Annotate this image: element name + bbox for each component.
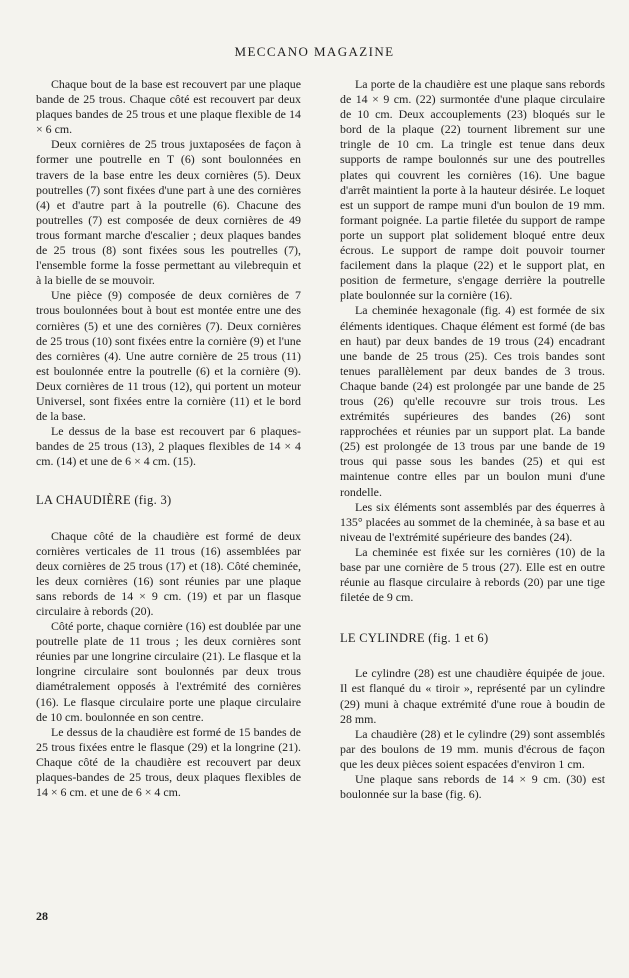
paragraph: Le dessus de la chaudière est formé de 15 bandes de 25 trous fixées entre le flasque (29) et la longrine (21). Chaque côté de la chaudière est recouvert par deux plaques-bandes de 25 trous, deux plaques flexibles de 14 × 6 cm. et une de 6 × 4 cm.: [36, 724, 301, 800]
paragraph: Deux cornières de 25 trous juxtaposées de façon à former une poutrelle en T (6) sont boulonnées en travers de la base entre les deux cornières (5). Deux poutrelles (7) sont fixées d'une part à une des cornières (4) et d'autre part à la poutrelle (6). Chacune des poutrelles (7) est composée de deux cornières de 49 trous formant marche d'escalier ; deux plaques bandes de 25 trous (8) sont fixées sous les poutrelles (7), l'ensemble forme la fosse permettant au vilebrequin et à la bielle de se mouvoir.: [36, 137, 301, 288]
paragraph: Côté porte, chaque cornière (16) est doublée par une poutrelle plate de 11 trous ; les deux cornières sont réunies par une longrine circulaire (21). Le flasque et la longrine circulaire sont boulonnés par deux trous diamétralement opposés à l'extrémité des cornières (16). Le flasque circulaire porte une plaque circulaire de 10 cm. boulonnée en son centre.: [36, 619, 301, 724]
paragraph: Le cylindre (28) est une chaudière équipée de joue. Il est flanqué du « tiroir », représenté par un cylindre (29) muni à chaque extrémité d'une roue à boudin de 28 mm.: [340, 666, 605, 726]
paragraph: Une pièce (9) composée de deux cornières de 7 trous boulonnées bout à bout est montée entre une des cornières (5) et une des cornières (7). Deux cornières de 25 trous (10) sont fixées entre la cornière (9) et l'une des cornières (4). Une autre cornière de 25 trous (11) est boulonnée entre la poutrelle (6) et la cornière (9). Deux cornières de 11 trous (12), qui portent un moteur Universel, sont fixées entre la cornière (11) et le bord de la base.: [36, 288, 301, 424]
section-heading-cylindre: LE CYLINDRE (fig. 1 et 6): [340, 631, 489, 646]
paragraph: La porte de la chaudière est une plaque sans rebords de 14 × 9 cm. (22) surmontée d'une plaque circulaire de 10 cm. Deux accouplements (23) bloqués sur le bord de la plaque (22) tournent librement sur une tringle de 10 cm. La tringle est tenue dans deux supports de rampe boulonnés sur une des poutrelles plates qui couvrent les cornières (16). Une bague d'arrêt maintient la porte à la hauteur désirée. Le loquet est un support de rampe muni d'un boulon de 19 mm. formant poignée. La partie filetée du support de rampe porte un support plat solidement bloqué entre deux écrous. Le support de rampe doit pouvoir tourner facilement dans la plaque (22) et le support plat, en position de fermeture, s'engage derrière la poutrelle plate boulonnée sur la cornière (16).: [340, 77, 605, 303]
paragraph: Chaque bout de la base est recouvert par une plaque bande de 25 trous. Chaque côté est recouvert par deux plaques bandes de 25 trous et une plaque flexible de 14 × 6 cm.: [36, 77, 301, 137]
paragraph: Les six éléments sont assemblés par des équerres à 135° placées au sommet de la cheminée, à sa base et au niveau de l'extrémité supérieure des bandes (24).: [340, 499, 605, 544]
right-column: [340, 77, 605, 802]
paragraph: Chaque côté de la chaudière est formé de deux cornières verticales de 11 trous (16) assemblées par deux cornières de 25 trous (17) et (18). Côté cheminée, les deux cornières (16) sont réunies par une plaque sans rebords de 14 × 9 cm. (19) et par un flasque circulaire à rebords (20).: [36, 528, 301, 618]
page-number: 28: [36, 909, 48, 923]
paragraph: La cheminée est fixée sur les cornières (10) de la base par une cornière de 5 trous (27). Elle est en outre réunie au flasque circulaire à rebords (20) par une tige filetée de 9 cm.: [340, 544, 605, 605]
running-header: MECCANO MAGAZINE: [234, 44, 395, 59]
left-column: [36, 77, 301, 800]
paragraph: La chaudière (28) et le cylindre (29) sont assemblés par des boulons de 19 mm. munis d'écrous de façon que les deux pièces soient espacées d'environ 1 cm.: [340, 726, 605, 771]
section-heading-chaudiere: LA CHAUDIÈRE (fig. 3): [36, 493, 172, 508]
paragraph: Le dessus de la base est recouvert par 6 plaques-bandes de 25 trous (13), 2 plaques flexibles de 14 × 4 cm. (14) et une de 6 × 4 cm. (15).: [36, 424, 301, 469]
paragraph: La cheminée hexagonale (fig. 4) est formée de six éléments identiques. Chaque élément est formé (de bas en haut) par deux bandes de 19 trous (24) encadrant une bande de 25 trous (25). Ces trois bandes sont tenues parallèlement par deux bandes de 3 trous. Chaque bande (24) est prolongée par une bande de 25 trous (26) qu'elle recouvre sur trois trous. Les extrémités supérieures des bandes (26) sont rapprochées et réunies par un support plat. La bande (25) est prolongée de 13 trous par une bande de 19 trous qui passe sous les bandes (25) et qui est maintenue contre elles par un boulon muni d'une rondelle.: [340, 303, 605, 499]
paragraph: Une plaque sans rebords de 14 × 9 cm. (30) est boulonnée sur la base (fig. 6).: [340, 772, 605, 802]
